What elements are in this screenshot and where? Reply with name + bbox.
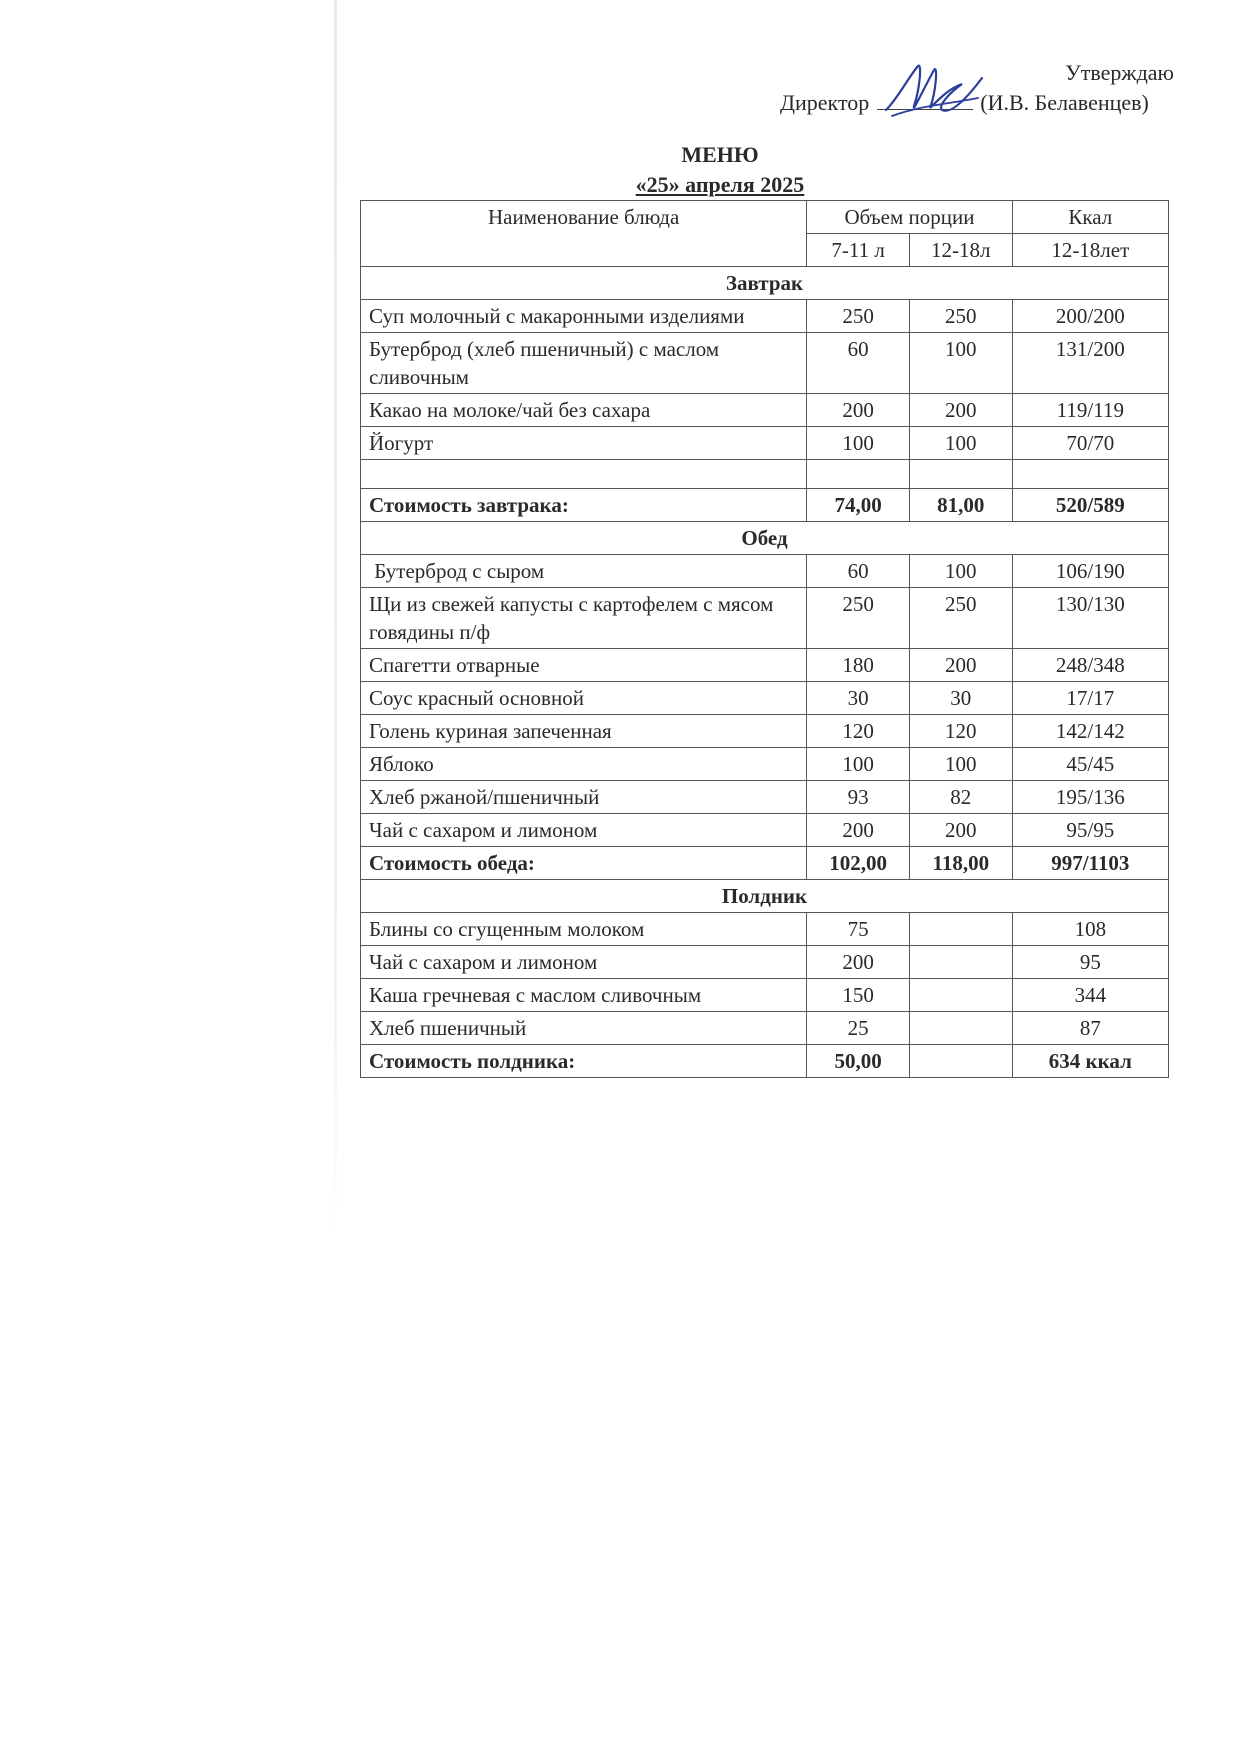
table-row: [361, 781, 1169, 814]
total-kcal: 997/1103: [1012, 847, 1168, 880]
kcal: 108: [1012, 913, 1168, 946]
portion-a: 100: [807, 427, 910, 460]
portion-b: 100: [909, 555, 1012, 588]
kcal: 70/70: [1012, 427, 1168, 460]
dish-name: Блины со сгущенным молоком: [361, 913, 807, 946]
kcal: 344: [1012, 979, 1168, 1012]
dish-name: Спагетти отварные: [361, 649, 807, 682]
table-row: [361, 427, 1169, 460]
portion-a: 60: [807, 333, 910, 394]
portion-a: 75: [807, 913, 910, 946]
section-title: Полдник: [361, 880, 1169, 913]
approval-block: [780, 58, 1180, 118]
portion-a: 200: [807, 946, 910, 979]
kcal: 142/142: [1012, 715, 1168, 748]
section-title: Завтрак: [361, 267, 1169, 300]
table-row: [361, 394, 1169, 427]
dish-name: Суп молочный с макаронными изделиями: [361, 300, 807, 333]
table-row: [361, 979, 1169, 1012]
director-name: (И.В. Белавенцев): [980, 90, 1149, 115]
table-row: [361, 748, 1169, 781]
dish-name: Соус красный основной: [361, 682, 807, 715]
kcal: 119/119: [1012, 394, 1168, 427]
menu-table: [360, 200, 1169, 1078]
kcal: 130/130: [1012, 588, 1168, 649]
dish-name: Чай с сахаром и лимоном: [361, 814, 807, 847]
kcal: 131/200: [1012, 333, 1168, 394]
kcal: 95: [1012, 946, 1168, 979]
total-price-b: [909, 1045, 1012, 1078]
total-kcal: 520/589: [1012, 489, 1168, 522]
dish-name: Хлеб ржаной/пшеничный: [361, 781, 807, 814]
header-row: [361, 201, 1169, 234]
total-kcal: 634 ккал: [1012, 1045, 1168, 1078]
section-snack: [361, 880, 1169, 913]
portion-b: 250: [909, 588, 1012, 649]
table-row: [361, 333, 1169, 394]
total-price-a: 74,00: [807, 489, 910, 522]
dish-name: Голень куриная запеченная: [361, 715, 807, 748]
kcal: 200/200: [1012, 300, 1168, 333]
empty-row: [361, 460, 1169, 489]
portion-a: 120: [807, 715, 910, 748]
portion-b: 200: [909, 649, 1012, 682]
dish-name: Бутерброд (хлеб пшеничный) с маслом сливочным: [361, 333, 807, 394]
kcal: 45/45: [1012, 748, 1168, 781]
header-age-b: 12-18л: [909, 234, 1012, 267]
dish-name: Каша гречневая с маслом сливочным: [361, 979, 807, 1012]
portion-b: [909, 979, 1012, 1012]
dish-name: Щи из свежей капусты с картофелем с мясом говядины п/ф: [361, 588, 807, 649]
portion-b: 100: [909, 427, 1012, 460]
total-label: Стоимость завтрака:: [361, 489, 807, 522]
portion-b: 30: [909, 682, 1012, 715]
section-lunch: [361, 522, 1169, 555]
total-row-snack: [361, 1045, 1169, 1078]
header-age-a: 7-11 л: [807, 234, 910, 267]
portion-a: 93: [807, 781, 910, 814]
table-row: [361, 913, 1169, 946]
director-position: Директор: [780, 90, 870, 115]
portion-a: 250: [807, 588, 910, 649]
portion-b: 200: [909, 814, 1012, 847]
portion-b: 100: [909, 333, 1012, 394]
dish-name: Яблоко: [361, 748, 807, 781]
table-row: [361, 588, 1169, 649]
table-row: [361, 682, 1169, 715]
portion-a: 200: [807, 394, 910, 427]
section-title: Обед: [361, 522, 1169, 555]
header-dish: Наименование блюда: [361, 201, 807, 267]
portion-a: 180: [807, 649, 910, 682]
total-label: Стоимость полдника:: [361, 1045, 807, 1078]
table-row: [361, 946, 1169, 979]
dish-name: Чай с сахаром и лимоном: [361, 946, 807, 979]
portion-a: 100: [807, 748, 910, 781]
table-row: [361, 300, 1169, 333]
header-kcal: Ккал: [1012, 201, 1168, 234]
total-row-lunch: [361, 847, 1169, 880]
total-price-b: 81,00: [909, 489, 1012, 522]
portion-b: 100: [909, 748, 1012, 781]
document-title: [560, 140, 880, 200]
dish-name: Хлеб пшеничный: [361, 1012, 807, 1045]
signature-line: [780, 88, 1180, 118]
portion-b: [909, 946, 1012, 979]
header-portion: Объем порции: [807, 201, 1012, 234]
portion-b: 250: [909, 300, 1012, 333]
portion-b: [909, 913, 1012, 946]
total-label: Стоимость обеда:: [361, 847, 807, 880]
scan-edge: [334, 0, 337, 1240]
approve-label: Утверждаю: [1065, 60, 1174, 85]
kcal: 106/190: [1012, 555, 1168, 588]
kcal: 248/348: [1012, 649, 1168, 682]
dish-name: Йогурт: [361, 427, 807, 460]
portion-a: 150: [807, 979, 910, 1012]
table-row: [361, 814, 1169, 847]
total-price-b: 118,00: [909, 847, 1012, 880]
section-breakfast: [361, 267, 1169, 300]
signature-image: [878, 58, 988, 128]
table-row: [361, 649, 1169, 682]
portion-a: 30: [807, 682, 910, 715]
total-row-breakfast: [361, 489, 1169, 522]
total-price-a: 102,00: [807, 847, 910, 880]
menu-date: «25» апреля 2025: [635, 172, 805, 197]
total-price-a: 50,00: [807, 1045, 910, 1078]
portion-a: 60: [807, 555, 910, 588]
dish-name: Бутерброд с сыром: [361, 555, 807, 588]
portion-b: 120: [909, 715, 1012, 748]
portion-a: 250: [807, 300, 910, 333]
portion-a: 25: [807, 1012, 910, 1045]
table-row: [361, 555, 1169, 588]
portion-b: [909, 1012, 1012, 1045]
kcal: 95/95: [1012, 814, 1168, 847]
menu-heading: МЕНЮ: [681, 142, 759, 167]
portion-a: 200: [807, 814, 910, 847]
portion-b: 200: [909, 394, 1012, 427]
dish-name: Какао на молоке/чай без сахара: [361, 394, 807, 427]
kcal: 195/136: [1012, 781, 1168, 814]
header-age-k: 12-18лет: [1012, 234, 1168, 267]
kcal: 87: [1012, 1012, 1168, 1045]
table-row: [361, 1012, 1169, 1045]
portion-b: 82: [909, 781, 1012, 814]
table-row: [361, 715, 1169, 748]
kcal: 17/17: [1012, 682, 1168, 715]
